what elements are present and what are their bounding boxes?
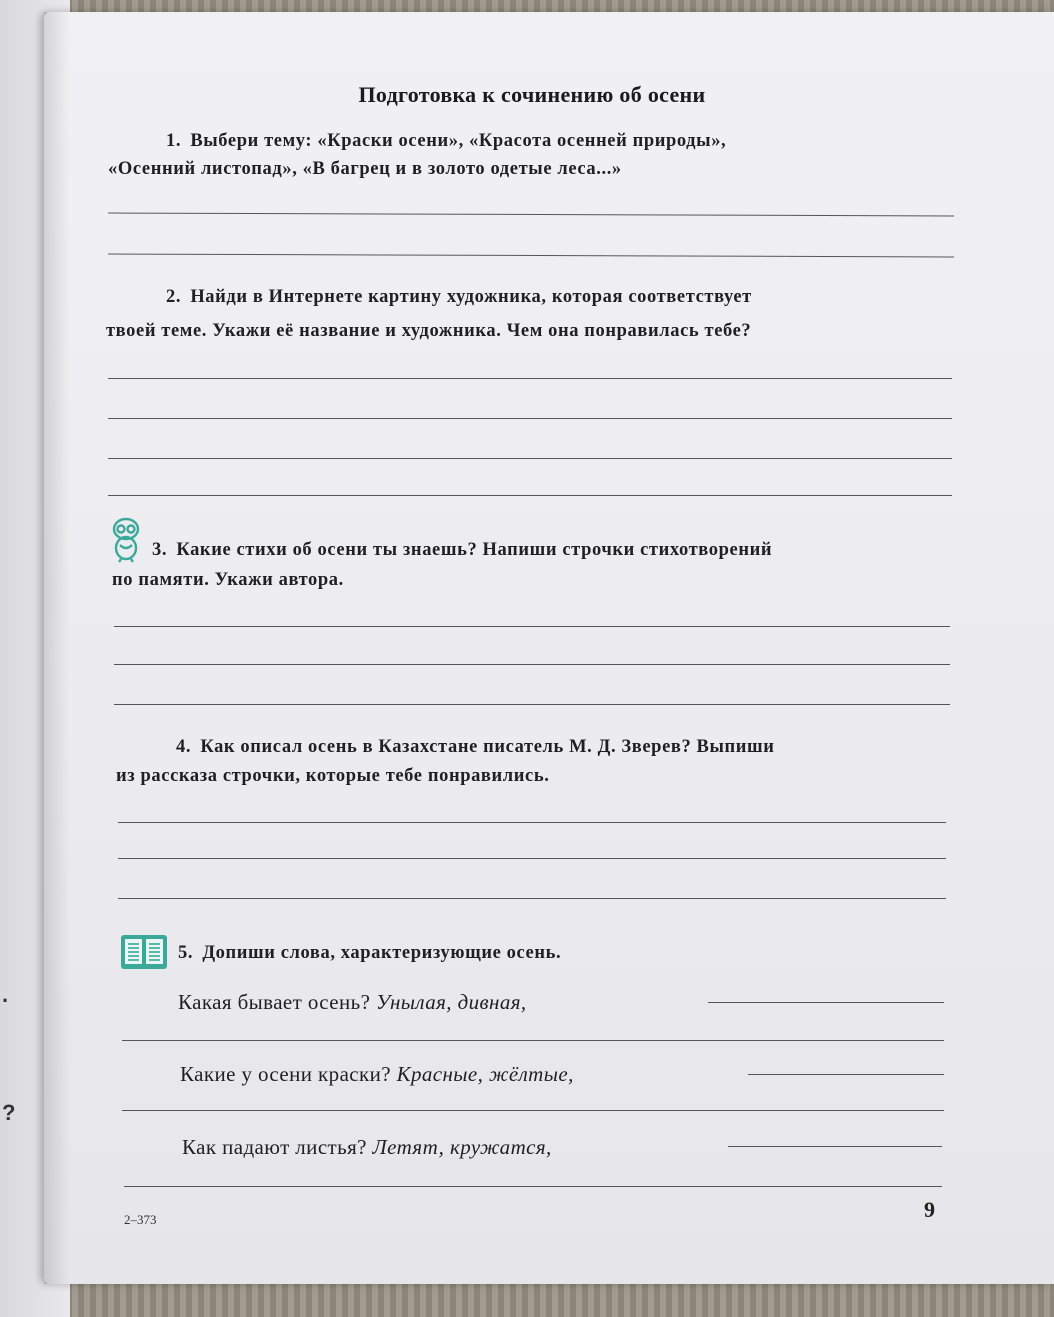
answer-line[interactable]	[108, 495, 952, 496]
page-number: 9	[924, 1197, 935, 1222]
sentence-1-question: Какая бывает осень?	[178, 990, 371, 1014]
task-4-line-2: из рассказа строчки, которые тебе понравились.	[116, 766, 550, 786]
answer-line[interactable]	[118, 858, 946, 859]
task-2-text: Найди в Интернете картину художника, которая соответствует	[190, 287, 752, 307]
sentence-2	[180, 1062, 574, 1087]
sentence-2-question: Какие у осени краски?	[180, 1062, 391, 1086]
answer-line[interactable]	[118, 822, 946, 823]
answer-line[interactable]	[748, 1074, 944, 1075]
answer-line[interactable]	[708, 1002, 944, 1003]
task-3-text: Какие стихи об осени ты знаешь? Напиши строчки стихотворений	[176, 540, 773, 560]
page-title: Подготовка к сочинению об осени	[358, 82, 706, 107]
task-1-line-1	[166, 128, 726, 155]
left-page-fragment: ?	[2, 1100, 16, 1125]
answer-line[interactable]	[118, 898, 946, 899]
task-1-line-2: «Осенний листопад», «В багрец и в золото одетые леса...»	[108, 159, 622, 179]
answer-line[interactable]	[122, 1040, 944, 1041]
sentence-1-example: Унылая, дивная,	[375, 990, 527, 1014]
answer-line[interactable]	[114, 626, 950, 627]
open-book-icon	[120, 934, 168, 970]
left-page-fragment: ·	[2, 988, 10, 1013]
sentence-3-example: Летят, кружатся,	[372, 1135, 552, 1159]
task-5-text: Допиши слова, характеризующие осень.	[202, 943, 562, 963]
task-2-number: 2.	[166, 287, 182, 307]
owl-icon	[110, 517, 142, 563]
sentence-3-question: Как падают листья?	[182, 1135, 367, 1159]
page-fold-shadow	[44, 12, 70, 1284]
task-4-line-1	[176, 734, 775, 761]
answer-line[interactable]	[114, 664, 950, 665]
task-5-number: 5.	[178, 943, 194, 963]
task-3-number: 3.	[152, 540, 168, 560]
sentence-1	[178, 990, 527, 1015]
task-2-line-2: твоей теме. Укажи её название и художника. Чем она понравилась тебе?	[106, 321, 752, 341]
answer-line[interactable]	[108, 378, 952, 379]
task-5-line-1	[178, 940, 561, 967]
task-1-text: Выбери тему: «Краски осени», «Красота осенней природы»,	[190, 131, 727, 151]
answer-line[interactable]	[122, 1110, 944, 1111]
answer-line[interactable]	[124, 1186, 942, 1187]
workbook-page	[44, 12, 1054, 1284]
answer-line[interactable]	[728, 1146, 942, 1147]
task-4-text: Как описал осень в Казахстане писатель М. Д. Зверев? Выпиши	[200, 737, 775, 757]
answer-line[interactable]	[114, 704, 950, 705]
task-3-line-2: по памяти. Укажи автора.	[112, 570, 344, 590]
sentence-3	[182, 1135, 552, 1160]
task-4-number: 4.	[176, 737, 192, 757]
sentence-2-example: Красные, жёлтые,	[396, 1062, 574, 1086]
task-2-line-1	[166, 284, 752, 311]
answer-line[interactable]	[108, 458, 952, 459]
task-1-number: 1.	[166, 131, 182, 151]
task-3-line-1	[152, 537, 772, 564]
print-code: 2–373	[124, 1212, 157, 1227]
answer-line[interactable]	[108, 418, 952, 419]
